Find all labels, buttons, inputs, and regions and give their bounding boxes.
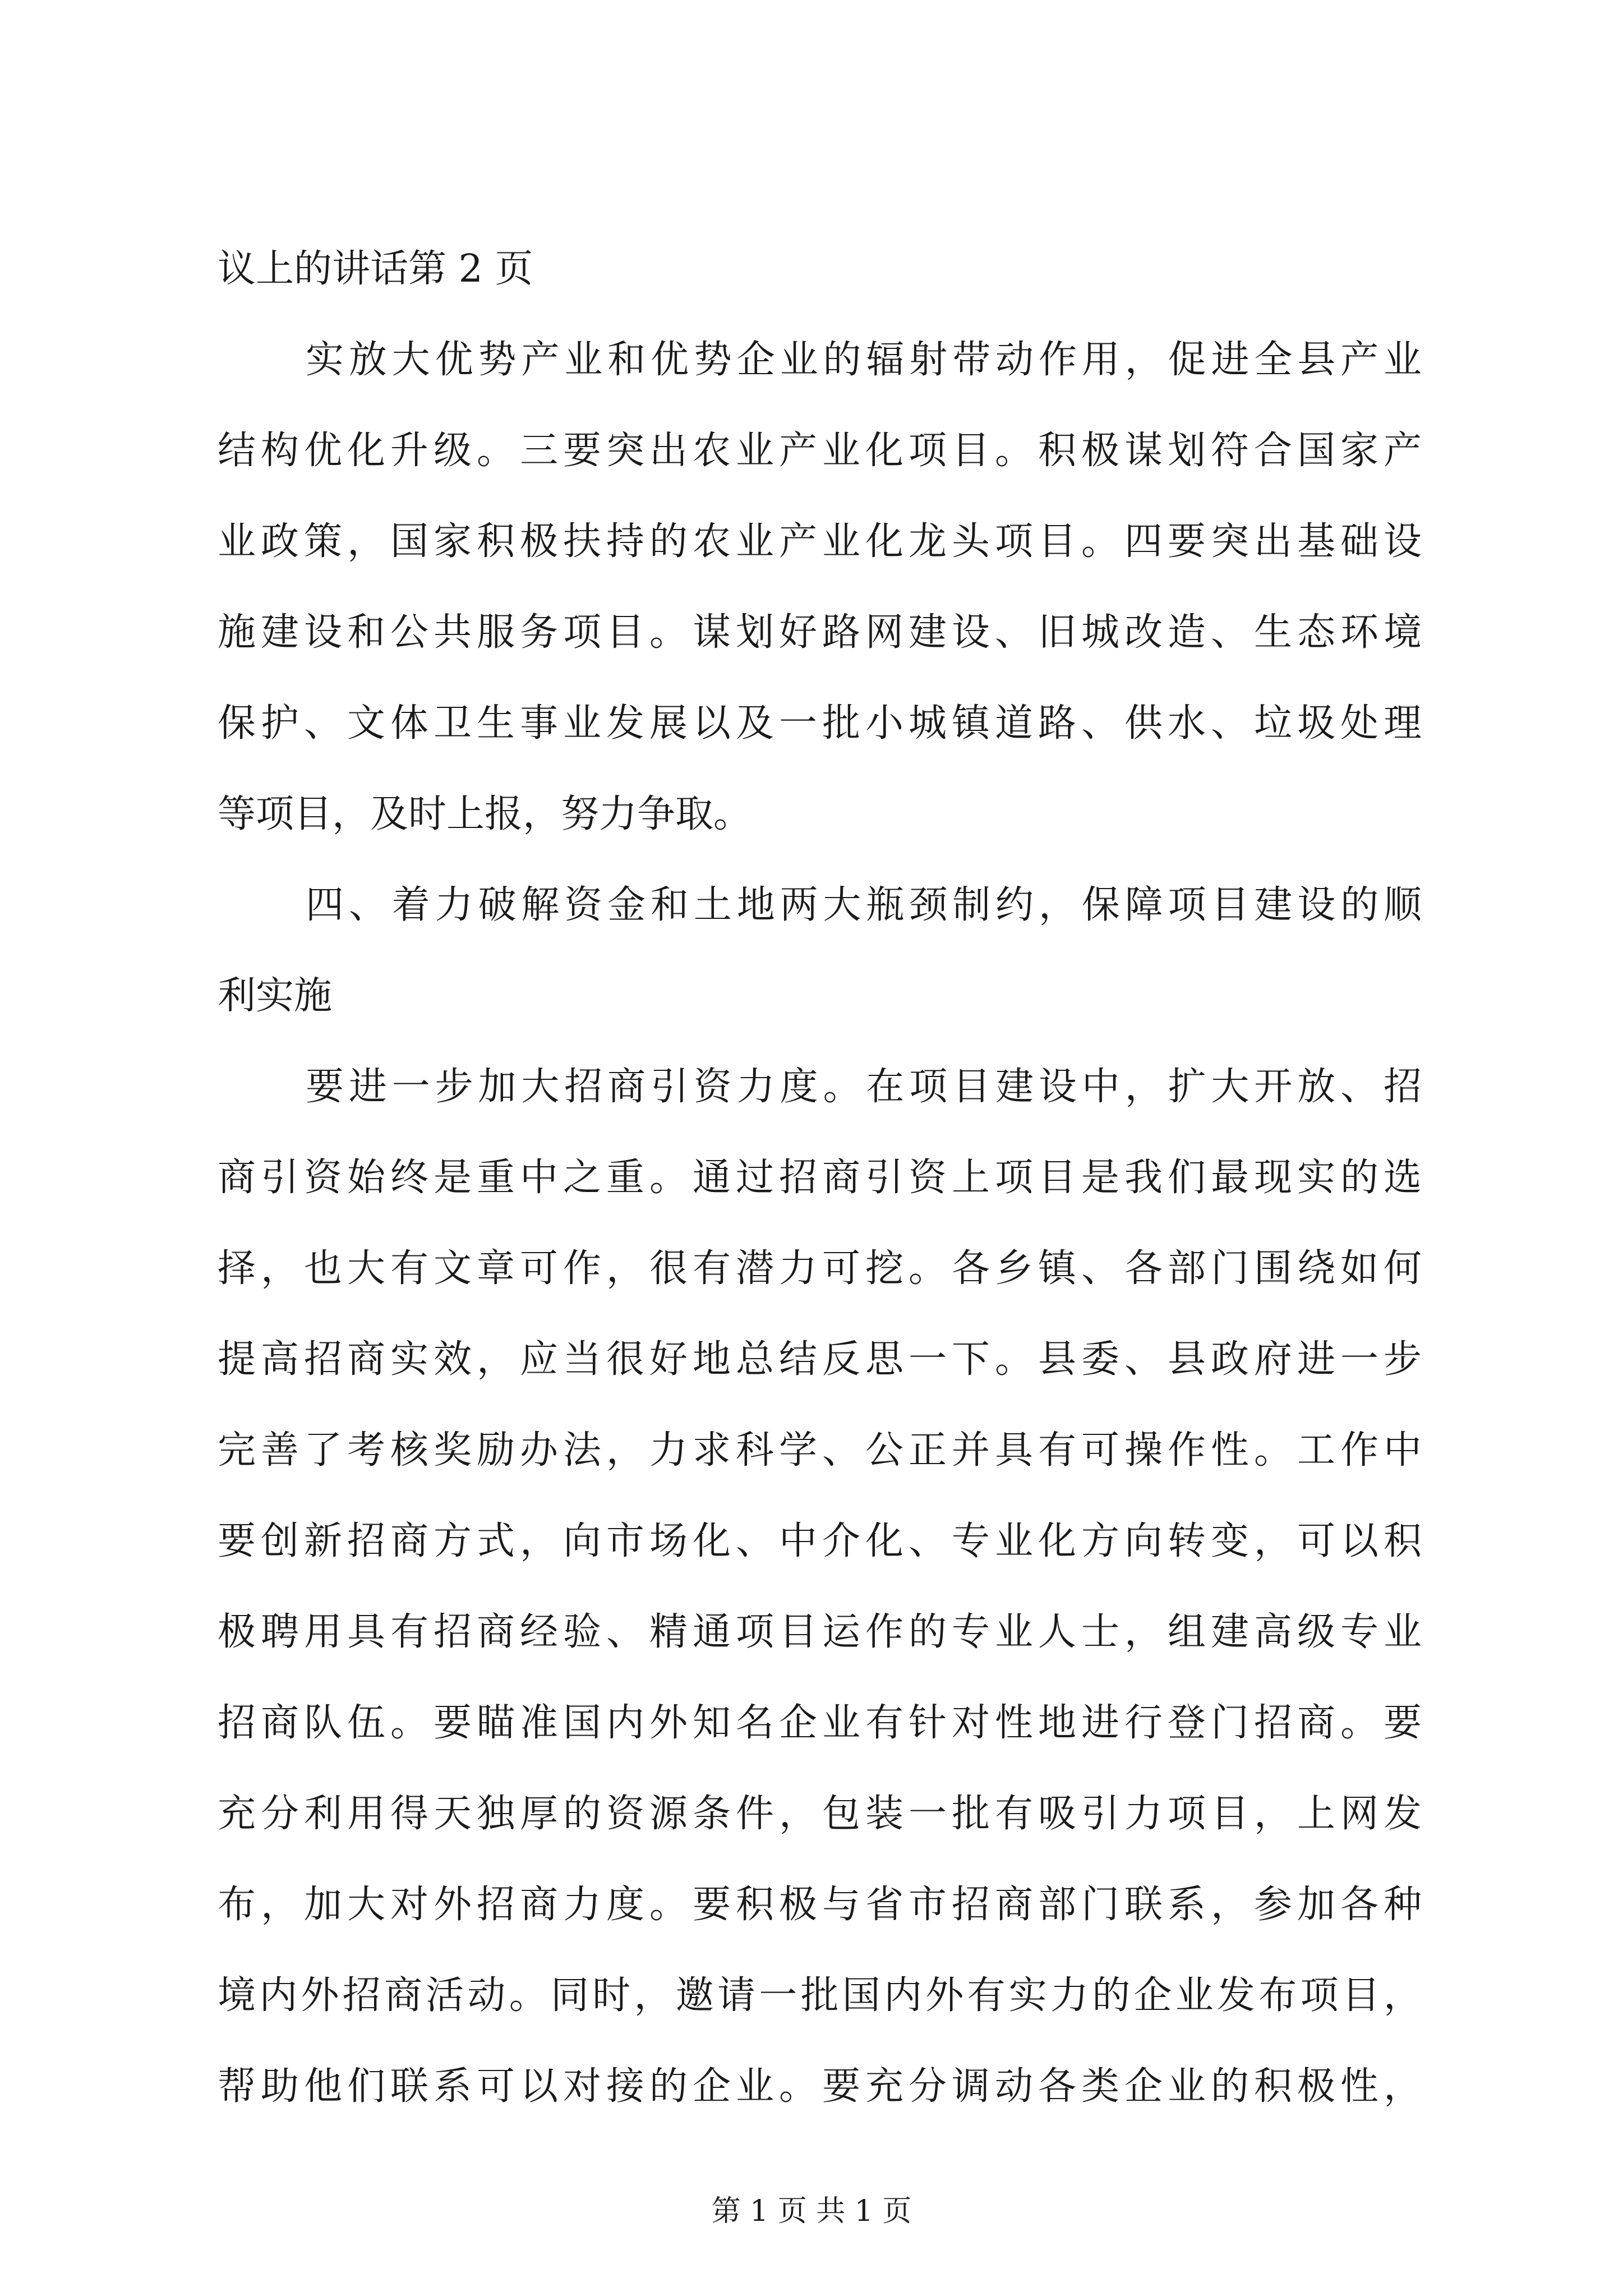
paragraph-line: 结构优化升级。三要突出农业产业化项目。积极谋划符合国家产 (218, 429, 1422, 473)
paragraph-line: 实放大优势产业和优势企业的辐射带动作用，促进全县产业 (306, 338, 1422, 382)
paragraph-line: 要进一步加大招商引资力度。在项目建设中，扩大开放、招 (306, 1065, 1422, 1109)
paragraph-line: 提高招商实效，应当很好地总结反思一下。县委、县政府进一步 (218, 1337, 1422, 1382)
paragraph-line: 施建设和公共服务项目。谋划好路网建设、旧城改造、生态环境 (218, 610, 1422, 655)
paragraph-line: 商引资始终是重中之重。通过招商引资上项目是我们最现实的选 (218, 1156, 1422, 1200)
paragraph-line: 等项目，及时上报，努力争取。 (218, 792, 752, 836)
page-number-footer: 第 1 页 共 1 页 (711, 2194, 912, 2228)
paragraph-line: 招商队伍。要瞄准国内外知名企业有针对性地进行登门招商。要 (218, 1701, 1422, 1745)
paragraph-line: 帮助他们联系可以对接的企业。要充分调动各类企业的积极性， (218, 2064, 1422, 2109)
paragraph-line: 择，也大有文章可作，很有潜力可挖。各乡镇、各部门围绕如何 (218, 1246, 1422, 1291)
paragraph-line: 布，加大对外招商力度。要积极与省市招商部门联系，参加各种 (218, 1883, 1422, 1927)
paragraph-line: 完善了考核奖励办法，力求科学、公正并具有可操作性。工作中 (218, 1428, 1422, 1473)
paragraph-line: 充分利用得天独厚的资源条件，包装一批有吸引力项目，上网发 (218, 1792, 1422, 1836)
heading-continuation: 议上的讲话第 2 页 (218, 247, 533, 291)
paragraph-line: 保护、文体卫生事业发展以及一批小城镇道路、供水、垃圾处理 (218, 701, 1422, 746)
paragraph-line: 要创新招商方式，向市场化、中介化、专业化方向转变，可以积 (218, 1519, 1422, 1563)
paragraph-line: 业政策，国家积极扶持的农业产业化龙头项目。四要突出基础设 (218, 519, 1422, 564)
section-heading: 四、着力破解资金和土地两大瓶颈制约，保障项目建设的顺 (306, 883, 1422, 927)
section-heading: 利实施 (218, 974, 333, 1018)
paragraph-line: 境内外招商活动。同时，邀请一批国内外有实力的企业发布项目， (218, 1973, 1422, 2018)
paragraph-line: 极聘用具有招商经验、精通项目运作的专业人士，组建高级专业 (218, 1610, 1422, 1654)
